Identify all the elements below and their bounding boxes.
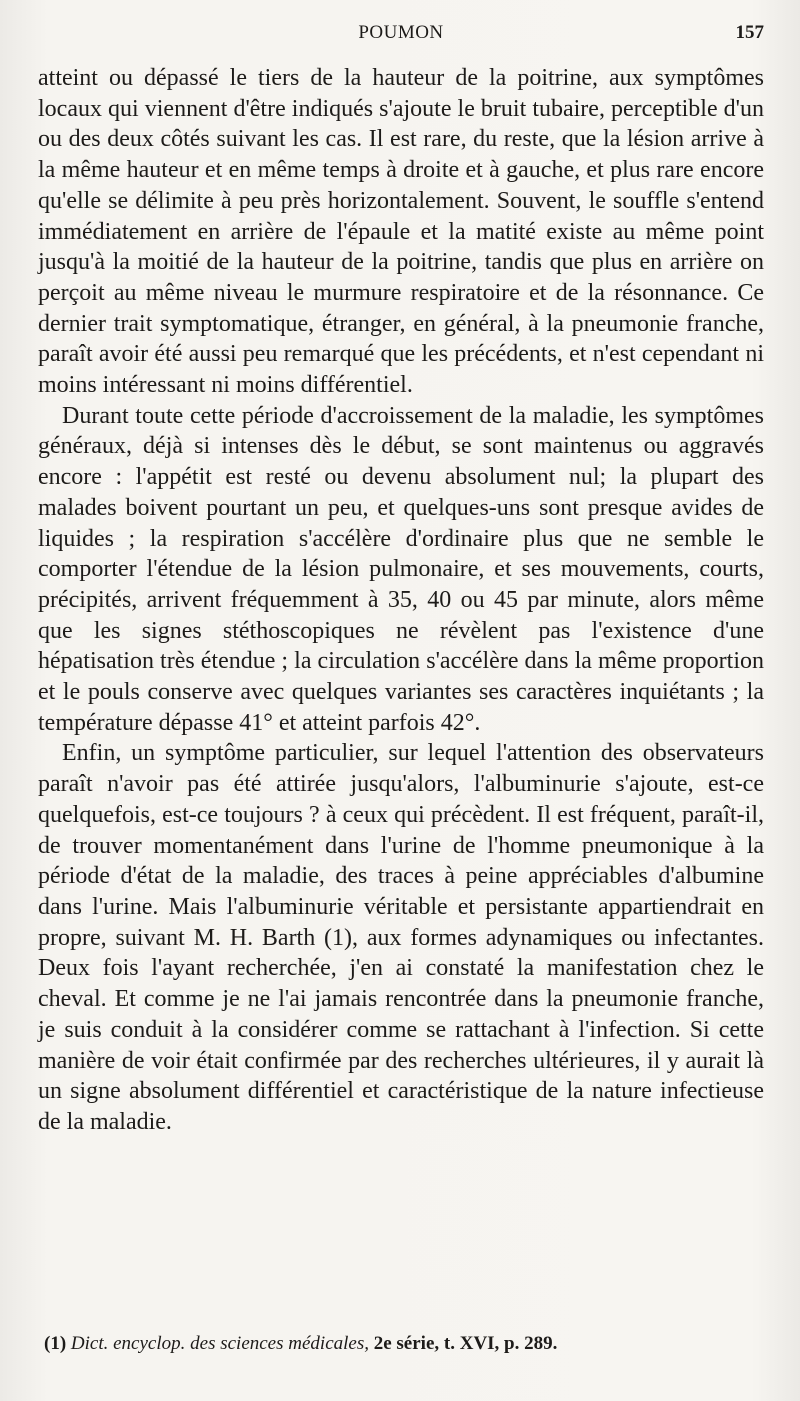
page-header [38, 22, 764, 50]
paragraph-1: atteint ou dépassé le tiers de la hauteur de la poitrine, aux symptômes locaux qui viennent d'être indiqués s'ajoute le bruit tubaire, perceptible d'un ou des deux côtés suivant les cas. Il est rare, du reste, que la lésion arrive à la même hauteur et en même temps à droite et à gauche, et plus rare encore qu'elle se délimite à peu près horizontalement. Souvent, le souffle s'entend immédiatement en arrière de l'épaule et la matité existe au même point jusqu'à la moitié de la hauteur de la poitrine, tandis que plus en arrière on perçoit au même niveau le murmure respiratoire et de la résonnance. Ce dernier trait symptomatique, étranger, en général, à la pneumonie franche, paraît avoir été aussi peu remarqué que les précédents, et n'est cependant ni moins intéressant ni moins différentiel. [38, 65, 764, 399]
paragraph-3: Enfin, un symptôme particulier, sur lequel l'attention des observateurs paraît n'avoir pas été attirée jusqu'alors, l'albuminurie s'ajoute, est-ce quelquefois, est-ce toujours ? à ceux qui précèdent. Il est fréquent, paraît-il, de trouver momentanément dans l'urine de l'homme pneumonique à la période d'état de la maladie, des traces à peine appréciables d'albumine dans l'urine. Mais l'albuminurie véritable et persistante appartiendrait en propre, suivant M. H. Barth (1), aux formes adynamiques ou infectantes. Deux fois l'ayant recherchée, j'en ai constaté la manifestation chez le cheval. Et comme je ne l'ai jamais rencontrée dans la pneumonie franche, je suis conduit à la considérer comme se rattachant à l'infection. Si cette manière de voir était confirmée par des recherches ultérieures, il y aurait là un signe absolument différentiel et caractéristique de la nature infectieuse de la maladie. [38, 740, 764, 1135]
running-title: POUMON [358, 22, 444, 43]
footnote-mark: (1) [44, 1333, 67, 1354]
footnote [44, 1333, 764, 1355]
footnote-source: Dict. encyclop. des sciences médicales, [70, 1333, 369, 1354]
paragraph-2: Durant toute cette période d'accroissement de la maladie, les symptômes généraux, déjà si intenses dès le début, se sont maintenus ou aggravés encore : l'appétit est resté ou devenu absolument nul; la plupart des malades boivent pourtant un peu, et quelques-uns sont presque avides de liquides ; la respiration s'accélère d'ordinaire plus que ne semble le comporter l'étendue de la lésion pulmonaire, et ses mouvements, courts, précipités, arrivent fréquemment à 35, 40 ou 45 par minute, alors même que les signes stéthoscopiques ne révèlent pas l'existence d'une hépatisation très étendue ; la circulation s'accélère dans la même proportion et le pouls conserve avec quelques variantes ses caractères inquiétants ; la température dépasse 41° et atteint parfois 42°. [38, 402, 764, 736]
body-text [38, 63, 764, 1138]
footnote-details: 2e série, t. XVI, p. 289. [373, 1333, 558, 1354]
page-number: 157 [735, 22, 764, 43]
